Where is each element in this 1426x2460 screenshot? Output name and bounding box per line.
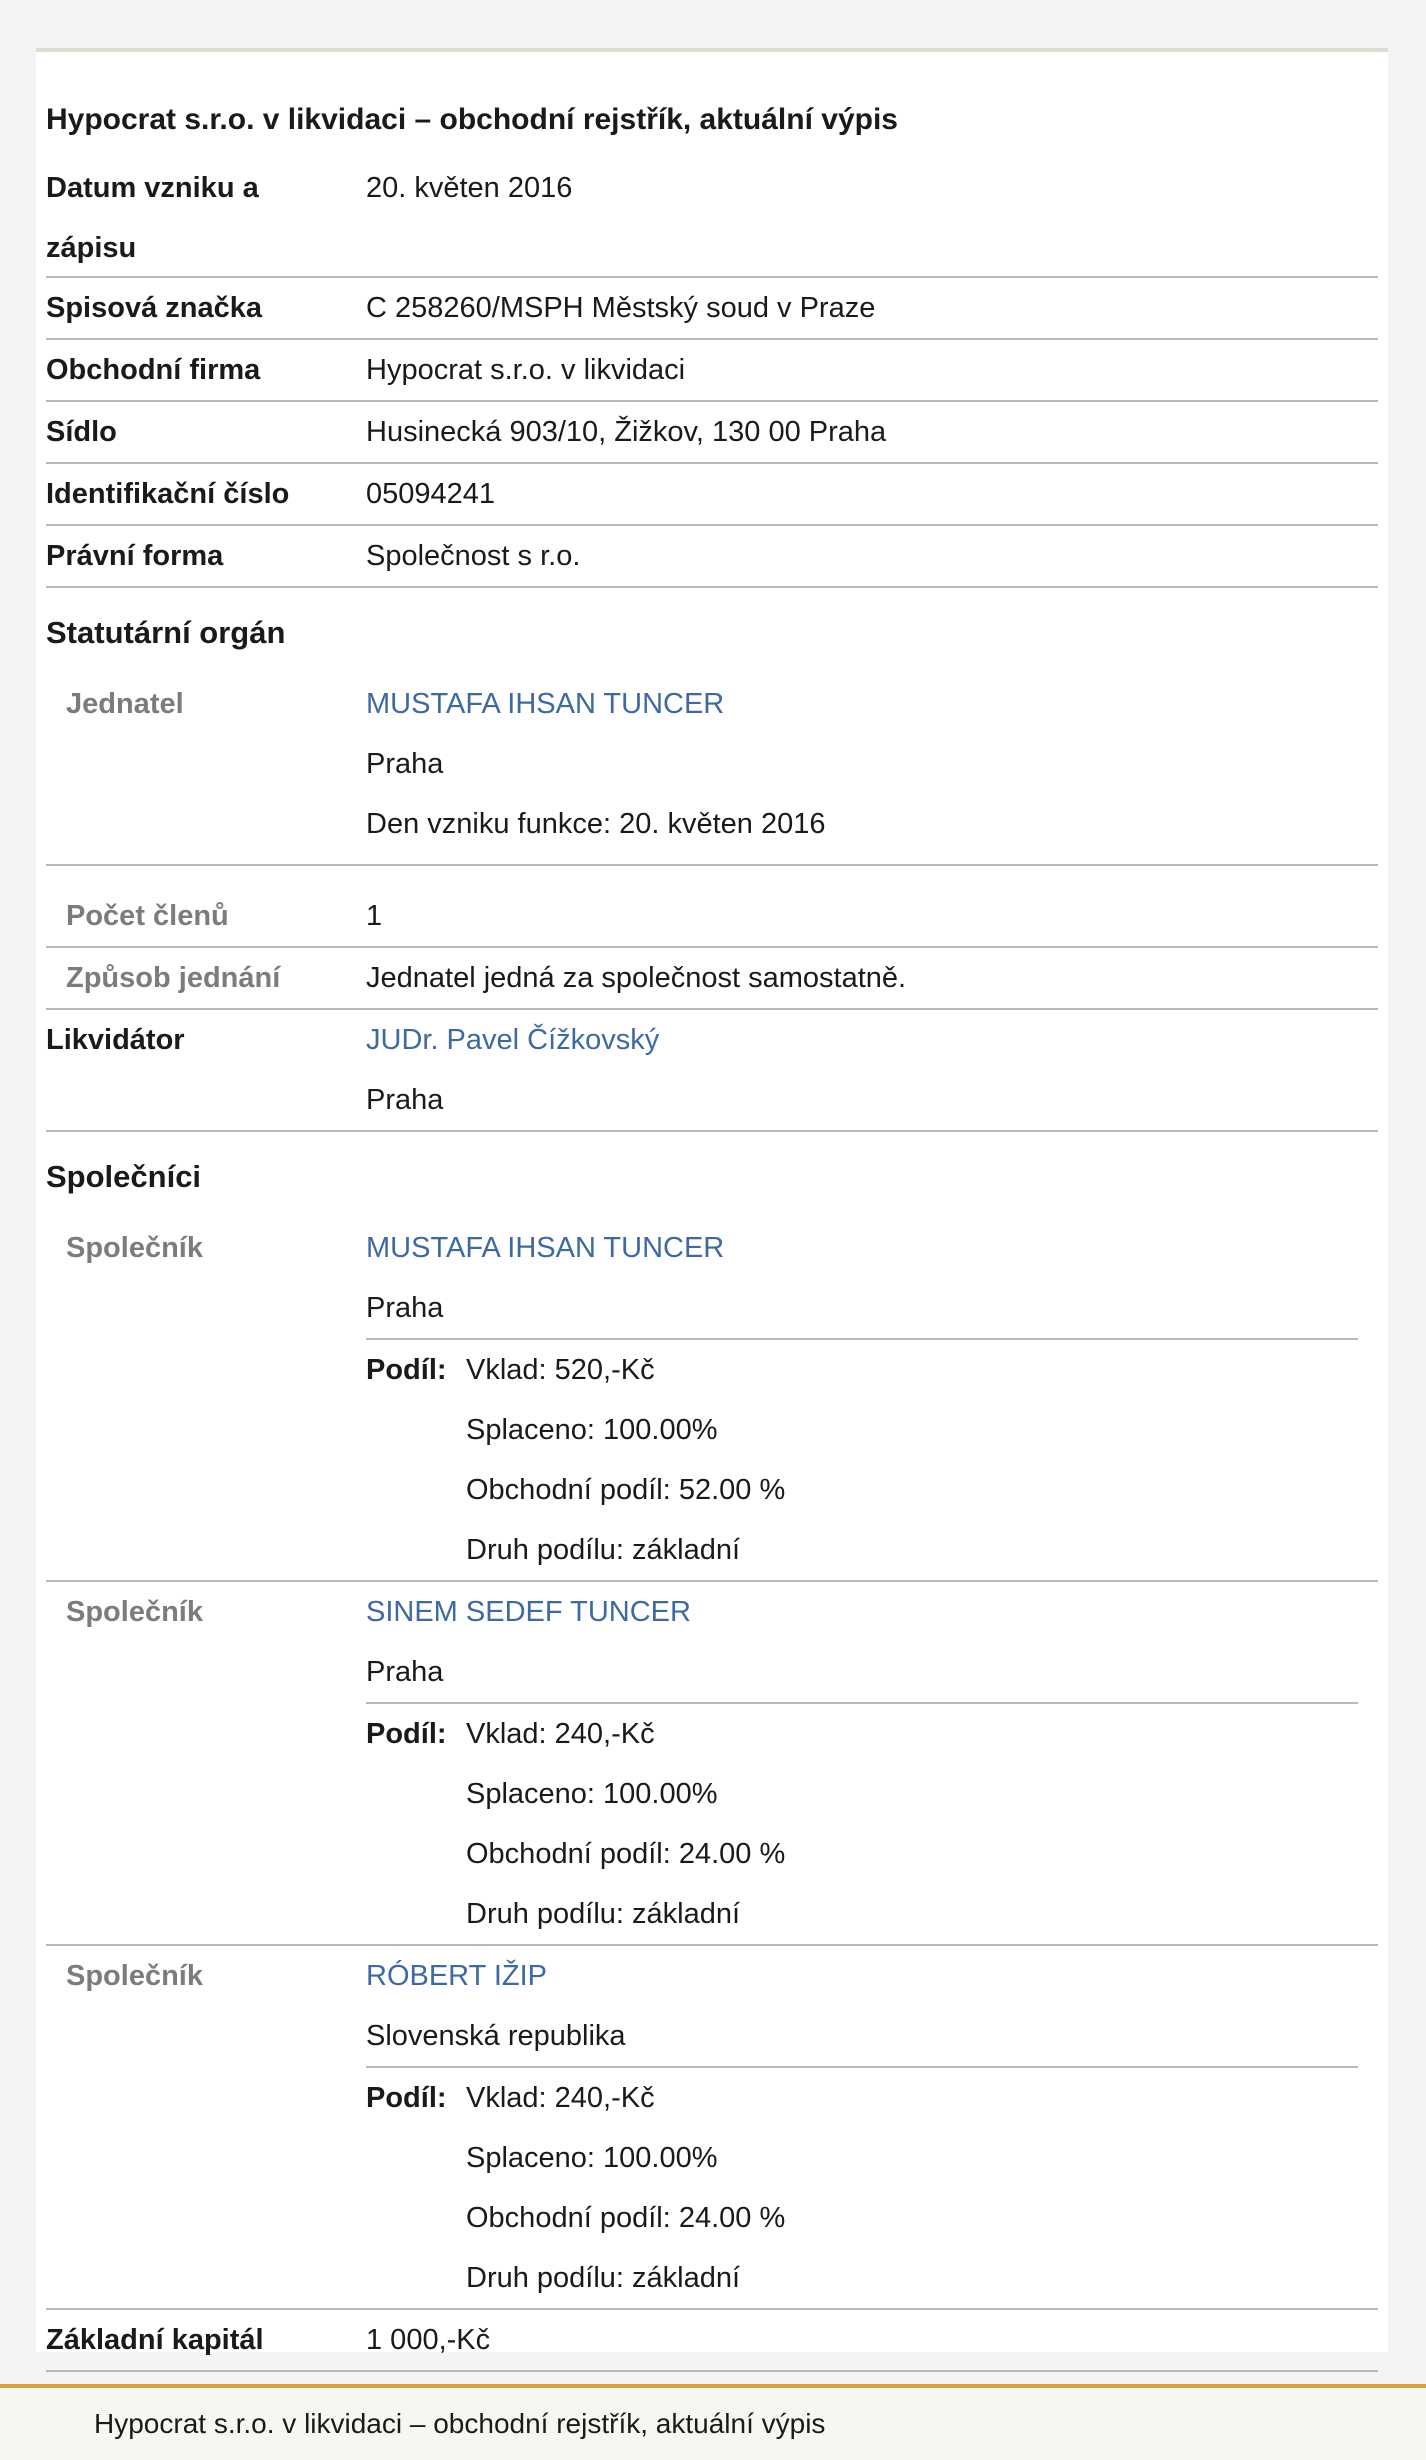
liquidator-name-link[interactable]: JUDr. Pavel Čížkovský xyxy=(366,1024,660,1056)
executive-name-link[interactable]: MUSTAFA IHSAN TUNCER xyxy=(366,688,725,720)
row-share-capital xyxy=(46,2310,1378,2372)
value-company-name: Hypocrat s.r.o. v likvidaci xyxy=(366,354,686,386)
share-block xyxy=(366,2068,1378,2308)
label-text: Datum vzniku a zápisu xyxy=(46,172,259,264)
register-extract-card xyxy=(36,48,1388,2356)
value-date-founded: 20. květen 2016 xyxy=(366,172,573,204)
label-seat: Sídlo xyxy=(46,416,117,448)
label-share-capital: Základní kapitál xyxy=(46,2324,264,2356)
partner-city: Praha xyxy=(366,1656,444,1688)
row-date-founded xyxy=(46,158,1378,278)
share-deposit: Vklad: 240,-Kč xyxy=(466,1718,655,1750)
share-deposit: Vklad: 520,-Kč xyxy=(466,1354,655,1386)
row-executive xyxy=(46,674,1378,866)
label-date-founded xyxy=(46,143,366,276)
label-partner: Společník xyxy=(66,1960,203,1992)
label-partner: Společník xyxy=(66,1596,203,1628)
label-liquidator: Likvidátor xyxy=(46,1024,185,1056)
footer-text: Hypocrat s.r.o. v likvidaci – obchodní rejstřík, aktuální výpis xyxy=(94,2408,826,2439)
share-type: Druh podílu: základní xyxy=(466,1898,741,1930)
value-id-number: 05094241 xyxy=(366,478,496,510)
share-business-share: Obchodní podíl: 24.00 % xyxy=(466,2202,786,2234)
share-label: Podíl: xyxy=(366,1354,447,1386)
share-deposit: Vklad: 240,-Kč xyxy=(466,2082,655,2114)
share-label: Podíl: xyxy=(366,2082,447,2114)
value-legal-form: Společnost s r.o. xyxy=(366,540,581,572)
page-footer xyxy=(0,2384,1426,2460)
share-block xyxy=(366,1340,1378,1580)
row-liquidator xyxy=(46,1010,1378,1132)
partner-row xyxy=(46,1218,1378,1582)
share-label: Podíl: xyxy=(366,1718,447,1750)
executive-city: Praha xyxy=(366,748,444,780)
executive-since: Den vzniku funkce: 20. květen 2016 xyxy=(366,808,826,840)
partner-name-link[interactable]: RÓBERT IŽIP xyxy=(366,1960,548,1992)
value-acting-method: Jednatel jedná za společnost samostatně. xyxy=(366,962,907,994)
label-file-number: Spisová značka xyxy=(46,292,262,324)
share-block xyxy=(366,1704,1378,1944)
share-business-share: Obchodní podíl: 52.00 % xyxy=(466,1474,786,1506)
liquidator-city: Praha xyxy=(366,1084,444,1116)
partner-city: Praha xyxy=(366,1292,444,1324)
value-file-number: C 258260/MSPH Městský soud v Praze xyxy=(366,292,876,324)
section-partners: Společníci xyxy=(46,1159,202,1194)
share-type: Druh podílu: základní xyxy=(466,1534,741,1566)
label-legal-form: Právní forma xyxy=(46,540,224,572)
partner-name-link[interactable]: SINEM SEDEF TUNCER xyxy=(366,1596,691,1628)
row-legal-form xyxy=(46,526,1378,588)
share-type: Druh podílu: základní xyxy=(466,2262,741,2294)
value-share-capital: 1 000,-Kč xyxy=(366,2324,491,2356)
label-member-count: Počet členů xyxy=(66,900,229,932)
label-company-name: Obchodní firma xyxy=(46,354,261,386)
section-statutory-body: Statutární orgán xyxy=(46,615,286,650)
share-paid: Splaceno: 100.00% xyxy=(466,2142,718,2174)
partner-city: Slovenská republika xyxy=(366,2020,626,2052)
label-partner: Společník xyxy=(66,1232,203,1264)
label-acting-method: Způsob jednání xyxy=(66,962,281,994)
page-title: Hypocrat s.r.o. v likvidaci – obchodní rejstřík, aktuální výpis xyxy=(46,103,898,136)
share-paid: Splaceno: 100.00% xyxy=(466,1414,718,1446)
partner-row xyxy=(46,1582,1378,1946)
label-id-number: Identifikační číslo xyxy=(46,478,290,510)
partner-row xyxy=(46,1946,1378,2310)
partner-name-link[interactable]: MUSTAFA IHSAN TUNCER xyxy=(366,1232,725,1264)
share-paid: Splaceno: 100.00% xyxy=(466,1778,718,1810)
value-seat: Husinecká 903/10, Žižkov, 130 00 Praha xyxy=(366,416,887,448)
label-executive: Jednatel xyxy=(66,688,184,720)
share-business-share: Obchodní podíl: 24.00 % xyxy=(466,1838,786,1870)
value-member-count: 1 xyxy=(366,900,383,932)
